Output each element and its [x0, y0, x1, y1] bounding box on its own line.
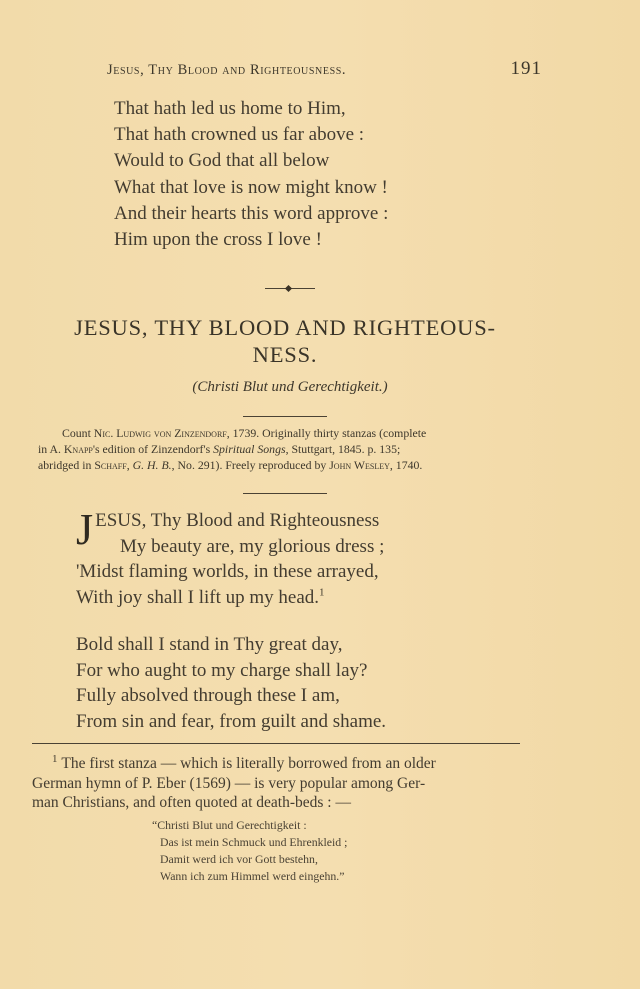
verse-line: And their hearts this word approve : [114, 202, 389, 224]
footnote-marker: 1 [52, 752, 58, 765]
running-title: Jesus, Thy Blood and Righteousness. [107, 62, 347, 78]
translator-name: John Wesley [329, 458, 390, 472]
verse-line: For who aught to my charge shall lay? [76, 659, 368, 681]
verse-line: Him upon the cross I love ! [114, 229, 322, 251]
footnote-line: German hymn of P. Eber (1569) — is very popular among Ger- [32, 774, 426, 792]
quote-line: “Christi Blut und Gerechtigkeit : [152, 818, 307, 832]
verse-line: What that love is now might know ! [114, 176, 388, 198]
author-name: Nic. Ludwig von Zinzendorf [93, 426, 227, 440]
hymn-attribution [38, 425, 530, 473]
hymn-title-line-1: JESUS, THY BLOOD AND RIGHTEOUS- [74, 315, 496, 340]
stanza-1 [76, 505, 385, 610]
german-quotation [152, 817, 347, 885]
hymn-title-line-2: NESS. [252, 342, 318, 367]
running-header [107, 58, 542, 82]
schaff-name: Schaff [94, 458, 127, 472]
work-title: Spiritual Songs [213, 442, 286, 456]
verse-line: That hath led us home to Him, [114, 98, 346, 119]
attribution-line: in A. Knapp's edition of Zinzendorf's Spiritual Songs, Stuttgart, 1845. p. 135; [38, 442, 401, 456]
verse-line: My beauty are, my glorious dress ; [120, 535, 385, 557]
divider-rule [243, 416, 327, 417]
footnote-line: man Christians, and often quoted at death-beds : — [32, 794, 351, 811]
verse-line: ESUS, Thy Blood and Righteousness [95, 510, 380, 531]
previous-hymn-stanza [114, 96, 388, 253]
footnote-line: $^1$ The first stanza — which is literally borrowed from an older [52, 752, 436, 772]
quote-line: Wann ich zum Himmel werd eingehn.” [160, 869, 345, 883]
footnote [32, 754, 520, 813]
divider-rule [243, 493, 327, 494]
page-number: 191 [510, 58, 542, 79]
quote-line: Das ist mein Schmuck und Ehrenkleid ; [160, 835, 348, 849]
attribution-line: Count Nic. Ludwig von Zinzendorf, 1739. Originally thirty stanzas (complete [62, 426, 427, 440]
diamond-rule-ornament-icon [265, 284, 315, 294]
verse-line: Bold shall I stand in Thy great day, [76, 634, 343, 655]
verse-line: Fully absolved through these I am, [76, 685, 340, 706]
quote-line: Damit werd ich vor Gott bestehn, [160, 852, 318, 866]
reference-abbrev: G. H. B. [132, 458, 172, 472]
verse-line: Would to God that all below [114, 150, 330, 172]
drop-cap: J [76, 505, 94, 554]
verse-line: With joy shall I lift up my head.$^1$ [76, 586, 325, 608]
footnote-reference: 1 [319, 586, 325, 599]
hymn-title [40, 314, 530, 368]
verse-line: 'Midst flaming worlds, in these arrayed, [76, 561, 379, 582]
attribution-line: abridged in Schaff, G. H. B., No. 291). Freely reproduced by John Wesley, 1740. [38, 458, 423, 472]
hymn-subtitle: (Christi Blut und Gerechtigkeit.) [192, 379, 388, 395]
verse-line: That hath crowned us far above : [114, 124, 365, 146]
verse-line: From sin and fear, from guilt and shame. [76, 710, 387, 732]
footnote-rule [32, 743, 520, 744]
editor-name: Knapp [63, 442, 93, 456]
stanza-2 [76, 632, 386, 734]
